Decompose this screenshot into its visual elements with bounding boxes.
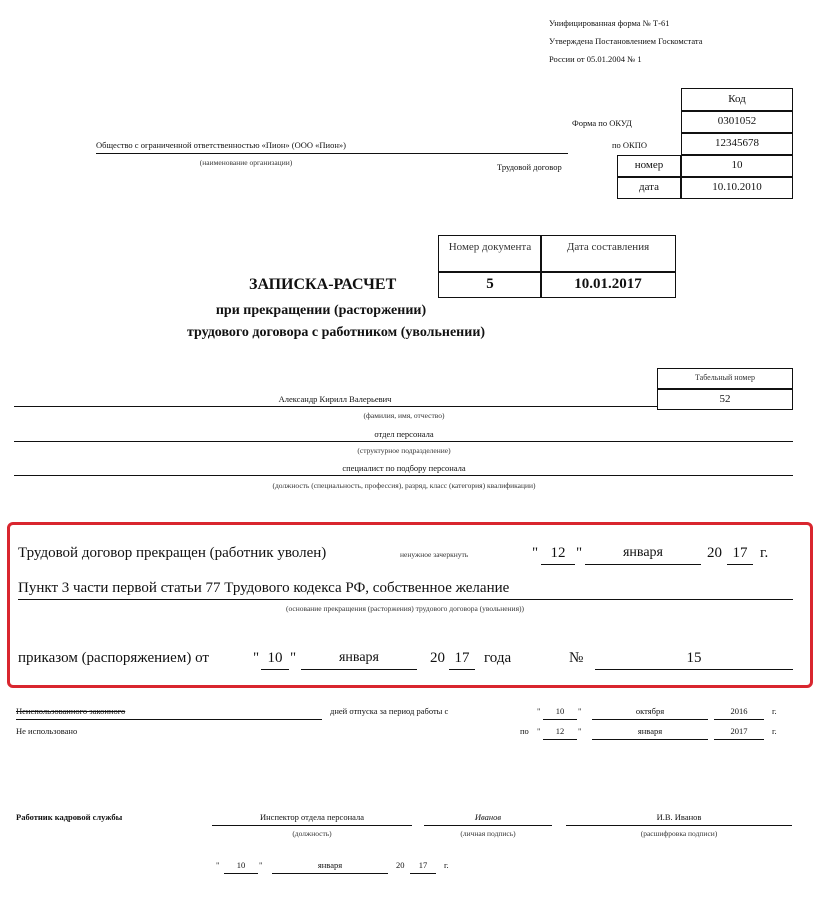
contract-date-label: дата — [617, 177, 681, 199]
page-subtitle-1: при прекращении (расторжении) — [215, 303, 427, 318]
termination-year-underline — [727, 564, 753, 565]
okpo-value: 12345678 — [681, 133, 793, 155]
tab-number-value: 52 — [657, 389, 793, 410]
unused-vacation-underline — [16, 719, 322, 720]
hr-signature-caption: (личная подпись) — [460, 829, 516, 838]
termination-reason: Пункт 3 части первой статьи 77 Трудового кодекса РФ, собственное желание — [18, 580, 510, 596]
form-header-line2: Утверждена Постановлением Госкомстата — [549, 36, 703, 46]
order-year-word: года — [484, 650, 512, 666]
hr-name-underline — [566, 825, 792, 826]
contract-number-value: 10 — [681, 155, 793, 177]
employee-position: специалист по подбору персонала — [342, 463, 466, 473]
vacation-from-month-underline — [592, 719, 708, 720]
organization-caption: (наименование организации) — [199, 158, 293, 167]
order-number-sign: № — [569, 650, 584, 666]
termination-year-end: г. — [760, 545, 769, 561]
vacation-days-label: дней отпуска за период работы с — [330, 706, 449, 716]
unused-vacation-label: Неиспользованного законного — [16, 706, 126, 716]
signature-year-prefix: 20 — [396, 860, 405, 870]
page-subtitle-2: трудового договора с работником (увольнении) — [186, 325, 486, 340]
employee-name-underline — [14, 406, 657, 407]
okud-value: 0301052 — [681, 111, 793, 133]
order-month: января — [338, 650, 379, 665]
vacation-from-year-underline — [714, 719, 764, 720]
vacation-to-year-mark: г. — [772, 726, 777, 736]
form-header-line3: России от 05.01.2004 № 1 — [549, 54, 642, 64]
page-title: ЗАПИСКА-РАСЧЕТ — [249, 276, 397, 293]
vacation-to-month: января — [637, 726, 663, 736]
kod-header: Код — [681, 88, 793, 111]
vacation-from-year: 2016 — [730, 706, 748, 716]
termination-small-label: ненужное зачеркнуть — [400, 550, 469, 559]
tab-number-header: Табельный номер — [657, 368, 793, 389]
order-year-suffix: 17 — [454, 650, 470, 666]
position-underline — [14, 475, 793, 476]
order-day: 10 — [267, 650, 283, 666]
contract-label: Трудовой договор — [497, 162, 562, 172]
vacation-to-month-underline — [592, 739, 708, 740]
signature-year-suffix: 17 — [418, 860, 428, 870]
termination-month-underline — [585, 564, 701, 565]
organization-name: Общество с ограниченной ответственностью «Пион» (ООО «Пион») — [96, 140, 346, 150]
hr-name: И.В. Иванов — [656, 812, 702, 822]
position-caption: (должность (специальность, профессия), разряд, класс (категория) квалификации) — [272, 481, 536, 490]
employee-department: отдел персонала — [374, 429, 434, 439]
employee-name-caption: (фамилия, имя, отчество) — [363, 411, 445, 420]
vacation-from-day-underline — [543, 719, 577, 720]
order-label: приказом (распоряжением) от — [18, 650, 209, 666]
hr-employee-label: Работник кадровой службы — [16, 812, 123, 822]
employee-name: Александр Кирилл Валерьевич — [278, 394, 392, 404]
doc-number: 5 — [438, 272, 542, 298]
signature-day-underline — [224, 873, 258, 874]
vacation-to-label: по — [520, 726, 529, 736]
signature-day: 10 — [236, 860, 246, 870]
contract-number-label: номер — [617, 155, 681, 177]
signature-year-end: г. — [444, 860, 449, 870]
organization-underline — [96, 153, 568, 154]
hr-position: Инспектор отдела персонала — [259, 812, 364, 822]
vacation-from-day: 10 — [555, 706, 565, 716]
order-month-underline — [301, 669, 417, 670]
hr-signature-underline — [424, 825, 552, 826]
hr-signature: Иванов — [474, 812, 502, 822]
department-underline — [14, 441, 793, 442]
vacation-to-year-underline — [714, 739, 764, 740]
contract-date-value: 10.10.2010 — [681, 177, 793, 199]
termination-reason-caption: (основание прекращения (расторжения) трудового договора (увольнения)) — [285, 604, 525, 613]
doc-number-header: Номер документа — [438, 235, 542, 272]
termination-year-prefix: 20 — [707, 545, 722, 561]
termination-day: 12 — [550, 545, 566, 561]
hr-position-underline — [212, 825, 412, 826]
vacation-to-day-underline — [543, 739, 577, 740]
form-header-line1: Унифицированная форма № Т-61 — [549, 18, 670, 28]
okud-label: Форма по ОКУД — [572, 118, 632, 128]
hr-name-caption: (расшифровка подписи) — [640, 829, 718, 838]
vacation-to-year: 2017 — [730, 726, 748, 736]
signature-year-underline — [410, 873, 436, 874]
termination-label: Трудовой договор прекращен (работник уволен) — [18, 545, 327, 561]
termination-year-suffix: 17 — [732, 545, 748, 561]
termination-reason-underline — [18, 599, 793, 600]
doc-date: 10.01.2017 — [540, 272, 676, 298]
order-year-prefix: 20 — [430, 650, 445, 666]
order-number: 15 — [686, 650, 702, 666]
department-caption: (структурное подразделение) — [357, 446, 451, 455]
hr-position-caption: (должность) — [292, 829, 332, 838]
order-number-underline — [595, 669, 793, 670]
okpo-label: по ОКПО — [612, 140, 648, 150]
termination-month: января — [622, 545, 663, 560]
vacation-to-day: 12 — [555, 726, 565, 736]
termination-day-underline — [541, 564, 575, 565]
order-year-underline — [449, 669, 475, 670]
not-used-label: Не использовано — [16, 726, 78, 736]
vacation-from-month: октября — [635, 706, 665, 716]
vacation-from-year-mark: г. — [772, 706, 777, 716]
signature-month: января — [317, 860, 343, 870]
order-day-underline — [261, 669, 289, 670]
signature-month-underline — [272, 873, 388, 874]
doc-date-header: Дата составления — [540, 235, 676, 272]
